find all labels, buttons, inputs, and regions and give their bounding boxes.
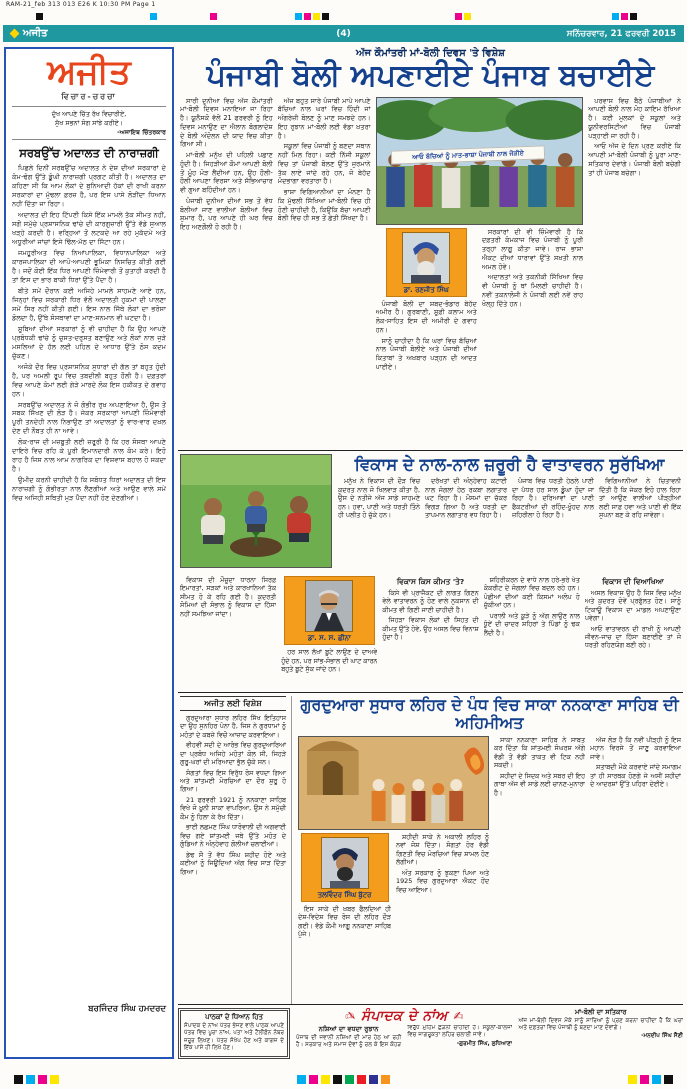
readers-notice-box [178,1008,290,1059]
environment-author-photo [305,580,353,632]
color-swatch [630,13,637,20]
letter-1-signature: -ਗੁਰਮੀਤ ਸਿੰਘ, ਲੁਧਿਆਣਾ [456,1040,513,1047]
environment-intro-columns [338,477,681,572]
paragraph: ਸਾਰੀ ਦੁਨੀਆ ਵਿਚ ਅੱਜ ਕੌਮਾਂਤਰੀ ਮਾਂ-ਬੋਲੀ ਦਿਵਸ ਮਨਾਇਆ ਜਾ ਰਿਹਾ ਹੈ। ਯੂਨੈਸਕੋ ਵੱਲੋਂ 21 ਫਰਵਰੀ ਨੂੰ ਇਹ ਦਿਵਸ ਮਨਾਉਣ ਦਾ ਐਲਾਨ ਬੰਗਲਾਦੇਸ਼ ਦੇ ਬੋਲੀ ਅੰਦੋਲਨ ਦੀ ਯਾਦ ਵਿਚ ਕੀਤਾ ਗਿਆ ਸੀ। [180,96,273,149]
paragraph: ਵੀਹਵੀਂ ਸਦੀ ਦੇ ਆਰੰਭ ਵਿਚ ਗੁਰਦੁਆਰਿਆਂ ਦਾ ਪ੍ਰਬੰਧ ਅਜਿਹੇ ਮਹੰਤਾਂ ਕੋਲ ਸੀ, ਜਿਹੜੇ ਗੁਰੂ-ਘਰਾਂ ਦੀ ਮਰਿਆਦਾ ਭੁੱਲ ਚੁੱਕੇ ਸਨ। [180,741,286,767]
color-swatch-group [14,1075,59,1084]
editorial-sidebar [4,47,174,1059]
paragraph: ਪਰਵਾਸ ਵਿਚ ਬੈਠੇ ਪੰਜਾਬੀਆਂ ਨੇ ਆਪਣੀ ਬੋਲੀ ਨਾਲ ਮੋਹ ਕਾਇਮ ਰੱਖਿਆ ਹੈ। ਕਈ ਮੁਲਕਾਂ ਦੇ ਸਕੂਲਾਂ ਅਤੇ ਯੂਨੀਵਰਸਿਟੀਆਂ ਵਿਚ ਪੰਜਾਬੀ ਪੜ੍ਹਾਈ ਜਾ ਰਹੀ ਹੈ। [588,96,681,140]
paragraph: ਸਰਬਉੱਚ ਅਦਾਲਤ ਨੇ ਜੋ ਗੰਭੀਰ ਰੁਖ਼ ਅਪਣਾਇਆ ਹੈ, ਉਸ ਤੋਂ ਸਬਕ ਸਿੱਖਣ ਦੀ ਲੋੜ ਹੈ। ਜੇਕਰ ਸਰਕਾਰਾਂ ਆਪਣੀ ਜ਼ਿੰਮੇਵਾਰੀ ਪੂਰੀ ਤਨਦੇਹੀ ਨਾਲ ਨਿਭਾਉਣ ਤਾਂ ਅਦਾਲਤਾਂ ਨੂੰ ਵਾਰ-ਵਾਰ ਦਖ਼ਲ ਦੇਣ ਦੀ ਨੌਬਤ ਹੀ ਨਾ ਆਵੇ। [12,400,166,436]
color-swatch [150,13,157,20]
diamond-icon [10,29,20,39]
paragraph: ਸ਼ਤਾਬਦੀ ਮੌਕੇ ਕਰਵਾਏ ਜਾਂਦੇ ਸਮਾਗਮ ਤਾਂ ਹੀ ਸਾਰਥਕ ਹੋਣਗੇ ਜੇ ਅਸੀਂ ਸ਼ਹੀਦਾਂ ਦੇ ਆਦਰਸ਼ਾਂ ਉੱਤੇ ਪਹਿਰਾ ਦੇਈਏ। [590,763,681,789]
environment-column-4 [484,576,580,690]
color-swatch [621,13,628,20]
letters-title: ਸੰਪਾਦਕ ਦੇ ਨਾਂਅ [361,1008,448,1024]
saka-column-3 [494,736,585,1004]
paragraph: ਵਿਕਾਸ ਦੀ ਮੌਜੂਦਾ ਧਾਰਨਾ ਸਿਰਫ਼ ਇਮਾਰਤਾਂ, ਸੜਕਾਂ ਅਤੇ ਕਾਰਖਾਨਿਆਂ ਤੱਕ ਸੀਮਤ ਹੋ ਕੇ ਰਹਿ ਗਈ ਹੈ। ਕੁਦਰਤੀ ਸੋਮਿਆਂ ਦੀ ਸੰਭਾਲ ਨੂੰ ਵਿਕਾਸ ਦਾ ਹਿੱਸਾ ਨਹੀਂ ਸਮਝਿਆ ਜਾਂਦਾ। [180,576,277,618]
masthead-paper-name: ਅਜੀਤ [23,28,48,39]
color-swatch [455,13,462,20]
paragraph: ਭਾਈ ਲਛਮਣ ਸਿੰਘ ਧਾਰੋਵਾਲੀ ਦੀ ਅਗਵਾਈ ਵਿਚ ਗਏ ਸ਼ਾਂਤਮਈ ਜਥੇ ਉੱਤੇ ਮਹੰਤ ਦੇ ਗੁੰਡਿਆਂ ਨੇ ਅੰਨ੍ਹੇਵਾਹ ਗੋਲੀਆਂ ਚਲਾਈਆਂ। [180,823,286,849]
main-content [178,47,683,1059]
paragraph: ਪਰਾਲੀ ਅਤੇ ਕੂੜੇ ਨੂੰ ਅੱਗ ਲਾਉਣ ਨਾਲ ਧੂੰਏਂ ਦੀ ਚਾਦਰ ਸ਼ਹਿਰਾਂ ਤੇ ਪਿੰਡਾਂ ਨੂੰ ਢਕ ਲੈਂਦੀ ਹੈ। [483,611,580,637]
masthead-date: ਸਨਿੱਚਰਵਾਰ, 21 ਫਰਵਰੀ 2015 [566,28,676,39]
paragraph: ਅਦਾਲਤ ਦੀ ਇਹ ਟਿੱਪਣੀ ਕਿਸੇ ਇੱਕ ਮਾਮਲੇ ਤੱਕ ਸੀਮਤ ਨਹੀਂ, ਸਗੋਂ ਸਮੁੱਚੇ ਪ੍ਰਸ਼ਾਸਨਿਕ ਢਾਂਚੇ ਦੀ ਕਾਰਗੁਜ਼ਾਰੀ ਉੱਤੇ ਵੱਡੇ ਸੁਆਲ ਖੜ੍ਹੇ ਕਰਦੀ ਹੈ। ਵਰ੍ਹਿਆਂ ਤੋਂ ਲਟਕਦੇ ਆ ਰਹੇ ਮੁਕੱਦਮੇ ਅਤੇ ਅਧੂਰੀਆਂ ਜਾਂਚਾਂ ਇਸੇ ਢਿੱਲ-ਮੱਠ ਦਾ ਸਿੱਟਾ ਹਨ। [12,211,166,247]
editorial-title: ਸਰਬਉੱਚ ਅਦਾਲਤ ਦੀ ਨਾਰਾਜ਼ਗੀ [19,146,159,161]
saka-headline: ਗੁਰਦੁਆਰਾ ਸੁਧਾਰ ਲਹਿਰ ਦੇ ਪੰਧ ਵਿਚ ਸਾਕਾ ਨਨਕਾਣਾ ਸਾਹਿਬ ਦੀ ਅਹਿਮੀਅਤ [300,696,679,732]
paragraph: ਹਰ ਸਾਲ ਲੱਖਾਂ ਬੂਟੇ ਲਾਉਣ ਦੇ ਦਾਅਵੇ ਹੁੰਦੇ ਹਨ, ਪਰ ਸਾਂਭ-ਸੰਭਾਲ ਦੀ ਘਾਟ ਕਾਰਨ ਬਹੁਤੇ ਬੂਟੇ ਸੁੱਕ ਜਾਂਦੇ ਹਨ। [281,648,378,674]
lead-column-4 [482,228,583,441]
color-swatch [36,13,43,20]
quote-attribution: -ਅਜਾਇਬ ਚਿੱਤਰਕਾਰ [117,128,166,136]
color-swatch [304,13,311,20]
letter-1-title: ਨਸ਼ਿਆਂ ਦਾ ਵਧਦਾ ਰੁਝਾਨ [318,1025,379,1033]
print-info: RAM-21_feb 313 013 E26 K 10:30 PM Page 1 [6,1,156,8]
paragraph: ਮਾਂ-ਬੋਲੀ ਮਨੁੱਖ ਦੀ ਪਹਿਲੀ ਪਛਾਣ ਹੁੰਦੀ ਹੈ। ਜਿਹੜੀਆਂ ਕੌਮਾਂ ਆਪਣੀ ਬੋਲੀ ਤੋਂ ਮੂੰਹ ਮੋੜ ਲੈਂਦੀਆਂ ਹਨ, ਉਹ ਹੌਲੀ-ਹੌਲੀ ਆਪਣਾ ਵਿਰਸਾ ਅਤੇ ਸੱਭਿਆਚਾਰ ਵੀ ਗੁਆ ਬਹਿੰਦੀਆਂ ਹਨ। [180,151,273,195]
lead-kicker: ਅੱਜ ਕੌਮਾਂਤਰੀ ਮਾਂ-ਬੋਲੀ ਦਿਵਸ 'ਤੇ ਵਿਸ਼ੇਸ਼ [356,48,505,59]
paragraph: ਸਕੂਲਾਂ ਵਿਚ ਪੰਜਾਬੀ ਨੂੰ ਬਣਦਾ ਸਥਾਨ ਨਹੀਂ ਮਿਲ ਰਿਹਾ। ਕਈ ਨਿੱਜੀ ਸਕੂਲਾਂ ਵਿਚ ਤਾਂ ਪੰਜਾਬੀ ਬੋਲਣ ਉੱਤੇ ਜੁਰਮਾਨੇ ਤੱਕ ਲਾਏ ਜਾਂਦੇ ਰਹੇ ਹਨ, ਜੋ ਬੇਹੱਦ ਮੰਦਭਾਗਾ ਵਰਤਾਰਾ ਹੈ। [277,142,371,186]
lead-article [178,47,683,451]
notice-title: ਪਾਠਕਾਂ ਦੇ ਧਿਆਨ ਹਿਤ [205,1013,263,1021]
paragraph: ਅੱਜ ਬਹੁਤ ਸਾਰੇ ਪੰਜਾਬੀ ਮਾਪੇ ਆਪਣੇ ਬੱਚਿਆਂ ਨਾਲ ਘਰਾਂ ਵਿਚ ਹਿੰਦੀ ਜਾਂ ਅੰਗਰੇਜ਼ੀ ਬੋਲਣ ਨੂੰ ਮਾਣ ਸਮਝਦੇ ਹਨ। ਇਹ ਰੁਝਾਨ ਮਾਂ-ਬੋਲੀ ਲਈ ਵੱਡਾ ਖ਼ਤਰਾ ਹੈ। [277,96,371,140]
paragraph: ਸਾਕਾ ਨਨਕਾਣਾ ਸਾਹਿਬ ਨੇ ਸਾਬਤ ਕਰ ਦਿੱਤਾ ਕਿ ਸ਼ਾਂਤਮਈ ਸੰਘਰਸ਼ ਅੱਗੇ ਵੱਡੀ ਤੋਂ ਵੱਡੀ ਤਾਕਤ ਵੀ ਟਿਕ ਨਹੀਂ ਸਕਦੀ। [494,735,586,770]
environment-column-5 [585,589,681,650]
paragraph: ਅੰਤ ਸਰਕਾਰ ਨੂੰ ਝੁਕਣਾ ਪਿਆ ਅਤੇ 1925 ਵਿਚ ਗੁਰਦੁਆਰਾ ਐਕਟ ਹੋਂਦ ਵਿਚ ਆਇਆ। [396,868,490,894]
paragraph: ਅੱਜ ਲੋੜ ਹੈ ਕਿ ਨਵੀਂ ਪੀੜ੍ਹੀ ਨੂੰ ਇਸ ਮਹਾਨ ਵਿਰਸੇ ਤੋਂ ਜਾਣੂ ਕਰਵਾਇਆ ਜਾਵੇ। [590,735,681,761]
lead-author-name: ਡਾ. ਰਣਜੀਤ ਸਿੰਘ [403,285,449,294]
lead-headline: ਪੰਜਾਬੀ ਬੋਲੀ ਅਪਣਾਈਏ ਪੰਜਾਬ ਬਚਾਈਏ [206,58,655,93]
paragraph: ਸਰਕਾਰਾਂ ਦੀ ਵੀ ਜ਼ਿੰਮੇਵਾਰੀ ਹੈ ਕਿ ਦਫ਼ਤਰੀ ਕੰਮਕਾਜ ਵਿਚ ਪੰਜਾਬੀ ਨੂੰ ਪੂਰੀ ਤਰ੍ਹਾਂ ਲਾਗੂ ਕੀਤਾ ਜਾਵੇ। ਰਾਜ ਭਾਸ਼ਾ ਐਕਟ ਦੀਆਂ ਧਾਰਾਵਾਂ ਉੱਤੇ ਸਖ਼ਤੀ ਨਾਲ ਅਮਲ ਹੋਵੇ। [481,227,584,271]
paragraph: 21 ਫਰਵਰੀ 1921 ਨੂੰ ਨਨਕਾਣਾ ਸਾਹਿਬ ਵਿਖੇ ਜੋ ਖ਼ੂਨੀ ਸਾਕਾ ਵਾਪਰਿਆ, ਉਸ ਨੇ ਸਮੁੱਚੀ ਕੌਮ ਨੂੰ ਹਿਲਾ ਕੇ ਰੱਖ ਦਿੱਤਾ। [180,795,286,821]
lead-column-5 [588,97,681,441]
environment-author-box [284,576,375,645]
saka-author-box [301,833,389,902]
writing-hand-icon: ✍ [453,1009,464,1023]
paragraph: ਅਦਾਲਤਾਂ ਅਤੇ ਤਕਨੀਕੀ ਸਿੱਖਿਆ ਵਿਚ ਵੀ ਪੰਜਾਬੀ ਨੂੰ ਥਾਂ ਮਿਲਣੀ ਚਾਹੀਦੀ ਹੈ। ਨਵੀਂ ਤਕਨਾਲੋਜੀ ਨੇ ਪੰਜਾਬੀ ਲਈ ਨਵੇਂ ਰਾਹ ਖੋਲ੍ਹ ਦਿੱਤੇ ਹਨ। [481,273,584,308]
registration-marks-top [0,11,687,23]
paragraph: ਜਿਹੜਾ ਵਿਕਾਸ ਲੋਕਾਂ ਦੀ ਸਿਹਤ ਦੀ ਕੀਮਤ ਉੱਤੇ ਹੋਵੇ, ਉਹ ਅਸਲ ਵਿਚ ਵਿਨਾਸ਼ ਹੁੰਦਾ ਹੈ। [382,616,479,642]
color-swatch [313,13,320,20]
paragraph: ਬੀਤੇ ਸਮੇਂ ਦੌਰਾਨ ਕਈ ਅਜਿਹੇ ਮਾਮਲੇ ਸਾਹਮਣੇ ਆਏ ਹਨ, ਜਿਨ੍ਹਾਂ ਵਿਚ ਸਰਕਾਰੀ ਧਿਰ ਵੱਲੋਂ ਅਦਾਲਤੀ ਹੁਕਮਾਂ ਦੀ ਪਾਲਣਾ ਸਮੇਂ ਸਿਰ ਨਹੀਂ ਕੀਤੀ ਗਈ। ਇਸ ਨਾਲ ਜਿੱਥੇ ਲੋਕਾਂ ਦਾ ਭਰੋਸਾ ਡੋਲਦਾ ਹੈ, ਉੱਥੇ ਸੰਸਥਾਵਾਂ ਦਾ ਮਾਣ-ਸਨਮਾਨ ਵੀ ਘਟਦਾ ਹੈ। [12,286,166,322]
paragraph: ਸੰਗਤਾਂ ਵਿਚ ਇਸ ਵਿਰੁੱਧ ਰੋਸ ਵਧਦਾ ਗਿਆ ਅਤੇ ਸ਼ਾਂਤਮਈ ਮੋਰਚਿਆਂ ਦਾ ਦੌਰ ਸ਼ੁਰੂ ਹੋ ਗਿਆ। [180,768,286,794]
saka-column-2 [396,833,489,1004]
paragraph: ਸ਼ਹੀਦੀ ਸਾਕੇ ਨੇ ਅਕਾਲੀ ਲਹਿਰ ਨੂੰ ਨਵਾਂ ਜੋਸ਼ ਦਿੱਤਾ। ਸੰਗਤਾਂ ਹੋਰ ਵੱਡੀ ਗਿਣਤੀ ਵਿਚ ਮੋਰਚਿਆਂ ਵਿਚ ਸ਼ਾਮਲ ਹੋਣ ਲੱਗੀਆਂ। [396,832,490,867]
paragraph: ਉਮੀਦ ਕਰਨੀ ਚਾਹੀਦੀ ਹੈ ਕਿ ਸਬੰਧਤ ਧਿਰਾਂ ਅਦਾਲਤ ਦੀ ਇਸ ਨਾਰਾਜ਼ਗੀ ਨੂੰ ਗੰਭੀਰਤਾ ਨਾਲ ਲੈਣਗੀਆਂ ਅਤੇ ਆਉਣ ਵਾਲੇ ਸਮੇਂ ਵਿਚ ਅਜਿਹੀ ਸਥਿਤੀ ਮੁੜ ਪੈਦਾ ਨਹੀਂ ਹੋਣ ਦੇਣਗੀਆਂ। [12,476,166,503]
notice-body: ਸੰਪਾਦਕ ਦੇ ਨਾਂਅ ਪੱਤਰ ਭੇਜਣ ਵਾਲੇ ਪਾਠਕ ਆਪਣੇ ਪੱਤਰ ਵਿਚ ਪੂਰਾ ਨਾਂਅ, ਪਤਾ ਅਤੇ ਟੈਲੀਫ਼ੋਨ ਨੰਬਰ ਜ਼ਰੂਰ ਲਿਖਣ। ਪੱਤਰ ਸੰਖੇਪ ਹੋਣ ਅਤੇ ਕਾਗਜ਼ ਦੇ ਇੱਕ ਪਾਸੇ ਹੀ ਲਿਖੇ ਹੋਣ। [184,1023,284,1051]
editorial-body [12,164,166,1002]
environment-column-3 [382,589,478,642]
paragraph: ਪਿਛਲੇ ਦਿਨੀਂ ਸਰਬਉੱਚ ਅਦਾਲਤ ਨੇ ਦੇਸ਼ ਦੀਆਂ ਸਰਕਾਰਾਂ ਦੇ ਕੰਮ-ਢੰਗ ਉੱਤੇ ਡੂੰਘੀ ਨਾਰਾਜ਼ਗੀ ਪ੍ਰਗਟ ਕੀਤੀ ਹੈ। ਅਦਾਲਤ ਦਾ ਕਹਿਣਾ ਸੀ ਕਿ ਆਮ ਲੋਕਾਂ ਦੇ ਬੁਨਿਆਦੀ ਹੱਕਾਂ ਦੀ ਰਾਖੀ ਕਰਨਾ ਸਰਕਾਰਾਂ ਦਾ ਮੁੱਢਲਾ ਫ਼ਰਜ਼ ਹੈ, ਪਰ ਇਸ ਪਾਸੇ ਲੋੜੀਂਦਾ ਧਿਆਨ ਨਹੀਂ ਦਿੱਤਾ ਜਾ ਰਿਹਾ। [12,164,166,209]
sidebar-logo: ਅਜੀਤ [47,52,131,92]
writing-hand-icon: ✍ [344,1009,356,1023]
letter-1-body: ਪੰਜਾਬ ਦੀ ਜਵਾਨੀ ਨਸ਼ਿਆਂ ਦੀ ਮਾਰ ਹੇਠ ਆ ਰਹੀ ਹੈ। ਸਰਕਾਰ ਅਤੇ ਸਮਾਜ ਦੋਵਾਂ ਨੂੰ ਰਲ ਕੇ ਇਸ ਕੋਹੜ ਵਿਰੁੱਧ ਮੁਹਿੰਮ ਛੇੜਨੀ ਚਾਹੀਦੀ ਹੈ। ਸਕੂਲਾਂ-ਕਾਲਜਾਂ ਵਿਚ ਜਾਗਰੂਕਤਾ ਲਹਿਰ ਚਲਾਈ ਜਾਵੇ। [296,1025,513,1048]
masthead-page-number: (4) [336,28,351,39]
paragraph: ਅਜੋਕੇ ਦੌਰ ਵਿਚ ਪ੍ਰਸ਼ਾਸਨਿਕ ਸੁਧਾਰਾਂ ਦੀ ਗੱਲ ਤਾਂ ਬਹੁਤ ਹੁੰਦੀ ਹੈ, ਪਰ ਅਮਲੀ ਰੂਪ ਵਿਚ ਤਬਦੀਲੀ ਬਹੁਤ ਹੌਲੀ ਹੈ। ਦਫ਼ਤਰਾਂ ਵਿਚ ਆਪਣੇ ਕੰਮਾਂ ਲਈ ਗੇੜੇ ਮਾਰਦੇ ਲੋਕ ਇਸ ਹਕੀਕਤ ਦੇ ਗਵਾਹ ਹਨ। [12,362,166,398]
paragraph: ਪੰਜਾਬੀ ਦੁਨੀਆ ਦੀਆਂ ਸਭ ਤੋਂ ਵੱਧ ਬੋਲੀਆਂ ਜਾਣ ਵਾਲੀਆਂ ਬੋਲੀਆਂ ਵਿਚ ਸ਼ੁਮਾਰ ਹੈ, ਪਰ ਆਪਣੇ ਹੀ ਘਰ ਵਿਚ ਇਹ ਅਣਗੌਲੀ ਹੋ ਰਹੀ ਹੈ। [180,196,273,232]
environment-author-name: ਡਾ. ਸ. ਸ. ਛੀਨਾ [307,634,351,642]
paragraph: ਕਿਸੇ ਵੀ ਪ੍ਰਾਜੈਕਟ ਦੀ ਲਾਗਤ ਗਿਣਨ ਵੇਲੇ ਵਾਤਾਵਰਨ ਨੂੰ ਹੋਣ ਵਾਲੇ ਨੁਕਸਾਨ ਦੀ ਕੀਮਤ ਵੀ ਗਿਣੀ ਜਾਣੀ ਚਾਹੀਦੀ ਹੈ। [382,588,479,614]
paragraph: ਸਾਨੂੰ ਚਾਹੀਦਾ ਹੈ ਕਿ ਘਰਾਂ ਵਿਚ ਬੱਚਿਆਂ ਨਾਲ ਪੰਜਾਬੀ ਬੋਲੀਏ ਅਤੇ ਪੰਜਾਬੀ ਦੀਆਂ ਕਿਤਾਬਾਂ ਤੇ ਅਖ਼ਬਾਰ ਪੜ੍ਹਨ ਦੀ ਆਦਤ ਪਾਈਏ। [375,336,477,372]
color-swatch-group [628,1075,673,1084]
color-swatch [612,13,619,20]
quote-line-2: ਸੁੱਖ ਸਭਨਾਂ ਸੰਗ ਸਾਂਝੇ ਕਰੀਏ। [55,118,123,127]
environment-column-2 [281,648,377,673]
letter-2-signature: -ਮਨਦੀਪ ਸਿੰਘ ਸੈਣੀ [641,1033,683,1040]
paragraph: ਦਰੱਖਤਾਂ ਦੀ ਅੰਨ੍ਹੇਵਾਹ ਕਟਾਈ ਨਾਲ ਜੰਗਲਾਂ ਹੇਠ ਰਕਬਾ ਲਗਾਤਾਰ ਘਟ ਰਿਹਾ ਹੈ। ਮੌਸਮਾਂ ਦਾ ਚੱਕਰ ਵਿਗੜ ਗਿਆ ਹੈ ਅਤੇ ਧਰਤੀ ਦਾ ਤਾਪਮਾਨ ਲਗਾਤਾਰ ਵਧ ਰਿਹਾ ਹੈ। [425,477,507,520]
letters-header [296,1008,512,1024]
letter-1 [296,1025,512,1057]
masthead-bar [3,25,684,42]
paragraph: ਪੰਜਾਬੀ ਬੋਲੀ ਦਾ ਸ਼ਬਦ-ਭੰਡਾਰ ਬੇਹੱਦ ਅਮੀਰ ਹੈ। ਗੁਰਬਾਣੀ, ਸੂਫ਼ੀ ਕਲਾਮ ਅਤੇ ਲੋਕ-ਸਾਹਿਤ ਇਸ ਦੀ ਅਮੀਰੀ ਦੇ ਗਵਾਹ ਹਨ। [375,299,477,334]
saka-article [178,693,683,1005]
letter-2 [518,1008,683,1059]
paragraph: ਅਸਲ ਵਿਕਾਸ ਉਹ ਹੈ ਜਿਸ ਵਿਚ ਮਨੁੱਖ ਅਤੇ ਕੁਦਰਤ ਦੋਵੇਂ ਪ੍ਰਫੁੱਲਤ ਹੋਣ। ਸਾਨੂੰ ਟਿਕਾਊ ਵਿਕਾਸ ਦਾ ਮਾਡਲ ਅਪਣਾਉਣਾ ਪਵੇਗਾ। [584,588,681,623]
saka-column-1 [298,905,391,939]
lead-column-2 [278,97,371,441]
lead-author-photo [402,232,450,284]
sidebar-quote [12,106,166,141]
paragraph: ਸੂਬਿਆਂ ਦੀਆਂ ਸਰਕਾਰਾਂ ਨੂੰ ਵੀ ਚਾਹੀਦਾ ਹੈ ਕਿ ਉਹ ਆਪਣੇ ਪ੍ਰਬੰਧਕੀ ਢਾਂਚੇ ਨੂੰ ਚੁਸਤ-ਦਰੁਸਤ ਬਣਾਉਣ ਅਤੇ ਲੋਕਾਂ ਨਾਲ ਜੁੜੇ ਮਸਲਿਆਂ ਦੇ ਹੱਲ ਲਈ ਪਹਿਲ ਦੇ ਆਧਾਰ ਉੱਤੇ ਠੋਸ ਕਦਮ ਚੁੱਕਣ। [12,324,166,360]
letter-2-title: ਮਾਂ-ਬੋਲੀ ਦਾ ਸਤਿਕਾਰ [574,1008,627,1016]
color-swatch-group [297,1075,390,1084]
registration-marks-bottom [0,1072,687,1086]
paragraph: ਭਾਸ਼ਾ ਵਿਗਿਆਨੀਆਂ ਦਾ ਮੰਨਣਾ ਹੈ ਕਿ ਮੁੱਢਲੀ ਸਿੱਖਿਆ ਮਾਂ-ਬੋਲੀ ਵਿਚ ਹੀ ਹੋਣੀ ਚਾਹੀਦੀ ਹੈ, ਕਿਉਂਕਿ ਬੱਚਾ ਆਪਣੀ ਬੋਲੀ ਵਿਚ ਹੀ ਸਭ ਤੋਂ ਛੇਤੀ ਸਿੱਖਦਾ ਹੈ। [277,188,371,223]
quote-line-1: ਦੁੱਖ ਆਪਣੇ ਚਿੱਤ ਰੱਖ ਵਿਚਾਰੀਏ, [51,109,127,118]
exclusive-label: ਅਜੀਤ ਲਈ ਵਿਸ਼ੇਸ਼ [180,696,286,711]
saka-left-column [180,714,286,876]
children-planting-photo [180,454,332,568]
letter-2-body: ਅੱਜ ਮਾਂ-ਬੋਲੀ ਦਿਵਸ ਮੌਕੇ ਸਾਨੂੰ ਸਾਰਿਆਂ ਨੂੰ ਪ੍ਰਣ ਕਰਨਾ ਚਾਹੀਦਾ ਹੈ ਕਿ ਘਰਾਂ ਅਤੇ ਦਫ਼ਤਰਾਂ ਵਿਚ ਪੰਜਾਬੀ ਨੂੰ ਬਣਦਾ ਮਾਣ ਦੇਵਾਂਗੇ। [518,1017,683,1031]
lead-column-1 [180,97,273,441]
paragraph: ਆਓ ਅੱਜ ਦੇ ਦਿਨ ਪ੍ਰਣ ਕਰੀਏ ਕਿ ਆਪਣੀ ਮਾਂ-ਬੋਲੀ ਪੰਜਾਬੀ ਨੂੰ ਪੂਰਾ ਮਾਣ-ਸਤਿਕਾਰ ਦੇਵਾਂਗੇ। ਪੰਜਾਬੀ ਬੋਲੀ ਬਚੇਗੀ ਤਾਂ ਹੀ ਪੰਜਾਬ ਬਚੇਗਾ। [588,142,681,177]
editorial-signature: ਬਰਜਿੰਦਰ ਸਿੰਘ ਹਮਦਰਦ [88,1004,166,1015]
lead-column-3 [376,300,477,372]
saka-author-name: ਤਲਵਿੰਦਰ ਸਿੰਘ ਬੁੱਟਰ [317,890,372,899]
paragraph: ਪੰਜਾਬ ਵਿਚ ਧਰਤੀ ਹੇਠਲੇ ਪਾਣੀ ਦਾ ਪੱਧਰ ਹਰ ਸਾਲ ਡੂੰਘਾ ਹੁੰਦਾ ਜਾ ਰਿਹਾ ਹੈ। ਦਰਿਆਵਾਂ ਦਾ ਪਾਣੀ ਫੈਕਟਰੀਆਂ ਦੀ ਰਹਿੰਦ-ਖੂੰਹਦ ਨਾਲ ਜ਼ਹਿਰੀਲਾ ਹੋ ਰਿਹਾ ਹੈ। [512,477,594,520]
paragraph: ਡੇਢ ਸੌ ਤੋਂ ਵੱਧ ਸਿੰਘ ਸ਼ਹੀਦ ਹੋਏ ਅਤੇ ਕਈਆਂ ਨੂੰ ਜਿਊਂਦਿਆਂ ਅੱਗ ਵਿਚ ਸਾੜ ਦਿੱਤਾ ਗਿਆ। [180,850,286,876]
color-swatch [210,13,217,20]
march-photo [376,97,584,225]
environment-headline: ਵਿਕਾਸ ਦੇ ਨਾਲ-ਨਾਲ ਜ਼ਰੂਰੀ ਹੈ ਵਾਤਾਵਰਨ ਸੁਰੱਖਿਆ [354,455,665,474]
environment-subhead-meaning: ਵਿਕਾਸ ਦੀ ਵਿਆਖਿਆ [602,577,664,586]
saka-column-4 [590,736,681,1004]
lead-author-box [386,228,467,297]
paragraph: ਸ਼ਹੀਦਾਂ ਦੇ ਸਿਦਕ ਅਤੇ ਸਬਰ ਦੀ ਇਹ ਗਾਥਾ ਅੱਜ ਵੀ ਸਾਡੇ ਲਈ ਚਾਨਣ-ਮੁਨਾਰਾ ਹੈ। [494,771,586,797]
historical-painting-image [298,736,489,830]
color-swatch [464,13,471,20]
paragraph: ਮਨੁੱਖ ਨੇ ਵਿਕਾਸ ਦੀ ਦੌੜ ਵਿਚ ਕੁਦਰਤ ਨਾਲ ਜੋ ਖਿਲਵਾੜ ਕੀਤਾ ਹੈ, ਉਸ ਦੇ ਨਤੀਜੇ ਅੱਜ ਸਾਡੇ ਸਾਹਮਣੇ ਹਨ। ਹਵਾ, ਪਾਣੀ ਅਤੇ ਧਰਤੀ ਤਿੰਨੇ ਹੀ ਪਲੀਤ ਹੋ ਚੁੱਕੇ ਹਨ। [338,477,420,520]
paragraph: ਇਸ ਸਾਕੇ ਦੀ ਖ਼ਬਰ ਫੈਲਦਿਆਂ ਹੀ ਦੇਸ਼-ਵਿਦੇਸ਼ ਵਿਚ ਰੋਸ ਦੀ ਲਹਿਰ ਦੌੜ ਗਈ। ਵੱਡੇ ਕੌਮੀ ਆਗੂ ਨਨਕਾਣਾ ਸਾਹਿਬ ਪੁੱਜੇ। [298,904,392,939]
environment-subhead-cost: ਵਿਕਾਸ ਕਿਸ ਕੀਮਤ 'ਤੇ? [396,577,465,586]
saka-author-photo [321,837,369,889]
letters-section [178,1005,683,1059]
color-swatch [295,13,302,20]
banner-text: ਆਓ ਬੱਚਿਆਂ ਨੂੰ ਮਾਤ-ਭਾਸ਼ਾ ਪੰਜਾਬੀ ਨਾਲ ਜੋੜੀਏ [391,145,545,164]
letters-box [296,1008,683,1059]
paragraph: ਜਮਹੂਰੀਅਤ ਵਿਚ ਨਿਆਂਪਾਲਿਕਾ, ਵਿਧਾਨਪਾਲਿਕਾ ਅਤੇ ਕਾਰਜਪਾਲਿਕਾ ਦੀ ਆਪੋ-ਆਪਣੀ ਭੂਮਿਕਾ ਨਿਸਚਿਤ ਕੀਤੀ ਗਈ ਹੈ। ਜਦੋਂ ਕੋਈ ਇੱਕ ਧਿਰ ਆਪਣੀ ਜ਼ਿੰਮੇਵਾਰੀ ਤੋਂ ਕੁਤਾਹੀ ਕਰਦੀ ਹੈ ਤਾਂ ਇਸ ਦਾ ਭਾਰ ਬਾਕੀ ਧਿਰਾਂ ਉੱਤੇ ਪੈਂਦਾ ਹੈ। [12,249,166,284]
sidebar-section-label: ਵਿਚਾਰ-ਚਰਚਾ [61,91,117,101]
environment-article [178,451,683,693]
color-swatch [322,13,329,20]
environment-column-1 [180,576,276,690]
paragraph: ਸ਼ਹਿਰੀਕਰਨ ਦੇ ਵਾਧੇ ਨਾਲ ਹਰੇ-ਭਰੇ ਖੇਤ ਕੰਕਰੀਟ ਦੇ ਜੰਗਲਾਂ ਵਿਚ ਬਦਲ ਰਹੇ ਹਨ। ਪੰਛੀਆਂ ਦੀਆਂ ਕਈ ਕਿਸਮਾਂ ਅਲੋਪ ਹੋ ਚੁੱਕੀਆਂ ਹਨ। [483,576,580,610]
paragraph: ਆਓ ਵਾਤਾਵਰਨ ਦੀ ਰਾਖੀ ਨੂੰ ਆਪਣੀ ਜੀਵਨ-ਜਾਚ ਦਾ ਹਿੱਸਾ ਬਣਾਈਏ ਤਾਂ ਜੋ ਧਰਤੀ ਰਹਿਣਯੋਗ ਬਣੀ ਰਹੇ। [584,624,681,650]
paragraph: ਗੁਰਦੁਆਰਾ ਸੁਧਾਰ ਲਹਿਰ ਸਿੱਖ ਇਤਿਹਾਸ ਦਾ ਉਹ ਸੁਨਹਿਰ ਪੰਨਾ ਹੈ, ਜਿਸ ਨੇ ਗੁਰਧਾਮਾਂ ਨੂੰ ਮਹੰਤਾਂ ਦੇ ਕਬਜ਼ੇ ਵਿਚੋਂ ਆਜ਼ਾਦ ਕਰਵਾਇਆ। [180,713,286,739]
paragraph: ਲੋਕ-ਰਾਜ ਦੀ ਮਜ਼ਬੂਤੀ ਲਈ ਜ਼ਰੂਰੀ ਹੈ ਕਿ ਹਰ ਸੰਸਥਾ ਆਪਣੇ ਦਾਇਰੇ ਵਿਚ ਰਹਿ ਕੇ ਪੂਰੀ ਇਮਾਨਦਾਰੀ ਨਾਲ ਕੰਮ ਕਰੇ। ਇਹੋ ਰਾਹ ਹੈ ਜਿਸ ਨਾਲ ਆਮ ਨਾਗਰਿਕ ਦਾ ਵਿਸ਼ਵਾਸ ਬਹਾਲ ਹੋ ਸਕਦਾ ਹੈ। [12,438,166,474]
paragraph: ਵਿਗਿਆਨੀਆਂ ਨੇ ਚਿਤਾਵਨੀ ਦਿੱਤੀ ਹੈ ਕਿ ਜੇਕਰ ਇਹੋ ਹਾਲ ਰਿਹਾ ਤਾਂ ਆਉਣ ਵਾਲੀਆਂ ਪੀੜ੍ਹੀਆਂ ਲਈ ਸਾਫ਼ ਹਵਾ ਅਤੇ ਪਾਣੀ ਵੀ ਇੱਕ ਸੁਪਨਾ ਬਣ ਕੇ ਰਹਿ ਜਾਵੇਗਾ। [599,477,681,520]
